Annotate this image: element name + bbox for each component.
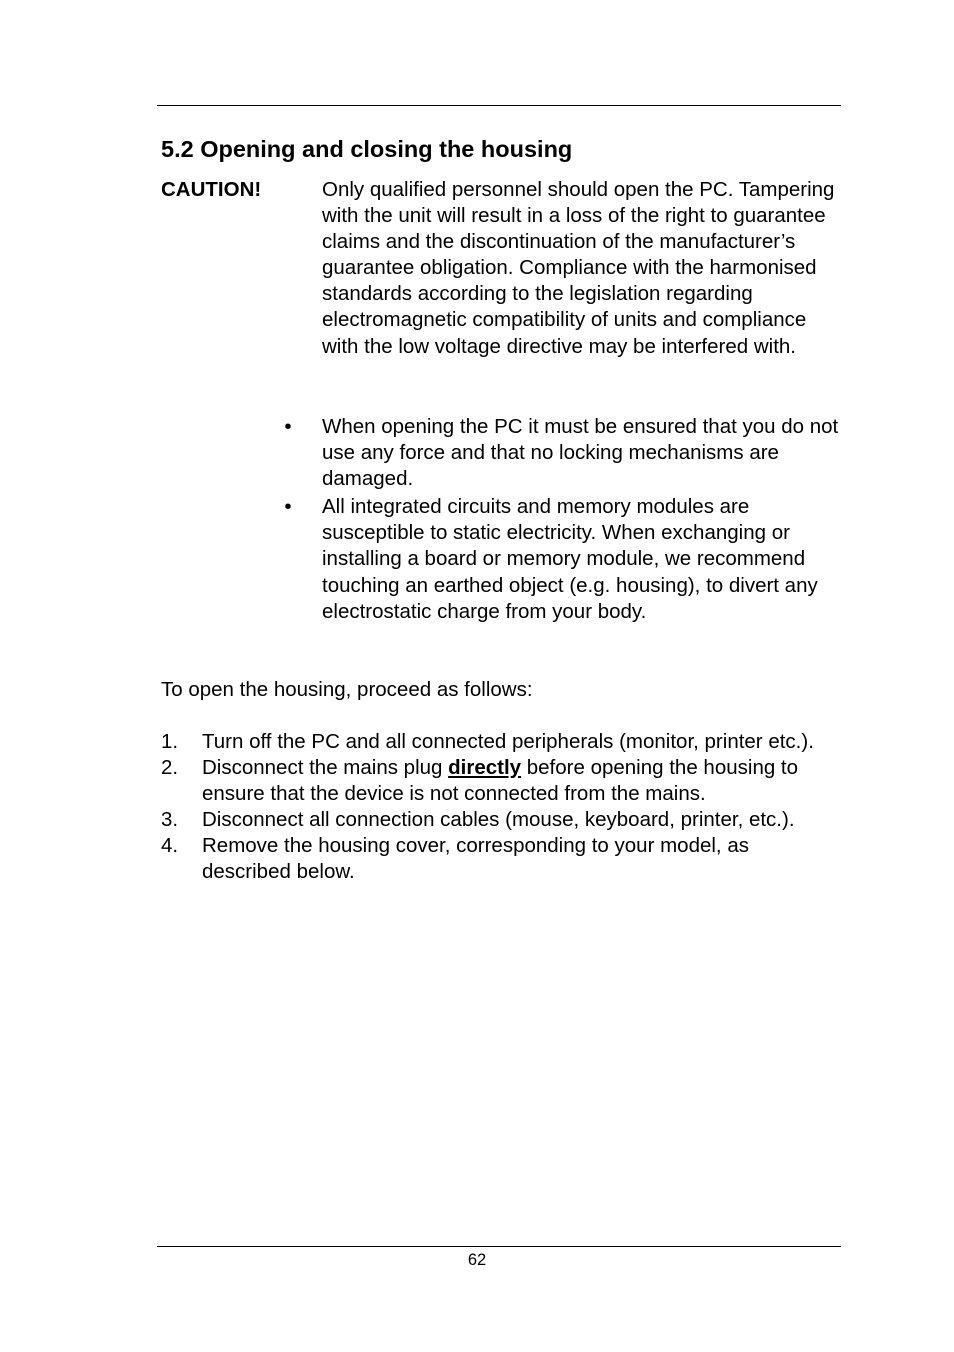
- list-item: [161, 755, 841, 807]
- caution-label: CAUTION!: [161, 178, 262, 201]
- step-text: Disconnect all connection cables (mouse, keyboard, printer, etc.).: [202, 808, 795, 832]
- list-item: [161, 729, 841, 755]
- procedure-steps: [161, 729, 841, 886]
- section-heading: 5.2 Opening and closing the housing: [161, 136, 573, 162]
- step-number: 2.: [161, 756, 179, 780]
- caution-bullet-list: [284, 414, 842, 627]
- bullet-icon: •: [284, 495, 292, 519]
- step-number: 1.: [161, 730, 179, 753]
- step-emphasis: directly: [448, 756, 522, 780]
- list-item: [161, 807, 841, 833]
- page-number: 62: [467, 1251, 487, 1269]
- list-item: [284, 494, 842, 624]
- step-number: 4.: [161, 834, 179, 858]
- bullet-icon: •: [284, 415, 292, 438]
- step-text-after: before opening the housing to ensure that the device is not connected from the mains.: [202, 756, 799, 806]
- step-text-before: Disconnect the mains plug: [202, 756, 449, 780]
- caution-text: Only qualified personnel should open the PC. Tampering with the unit will result in a loss of the right to guarantee claims and the discontinuation of the manufacturer’s guarantee obligation. Compliance with the harmonised standards according to the legislation regarding electromagnetic compatibility of units and compliance with the low voltage directive may be interfered with.: [322, 178, 835, 358]
- procedure-intro: To open the housing, proceed as follows:: [161, 678, 533, 701]
- bullet-text: When opening the PC it must be ensured that you do not use any force and that no locking mechanisms are damaged.: [322, 415, 839, 491]
- step-number: 3.: [161, 808, 179, 832]
- header-rule: [157, 105, 841, 106]
- step-text: Turn off the PC and all connected peripherals (monitor, printer etc.).: [202, 730, 814, 753]
- footer-rule: [157, 1246, 841, 1247]
- bullet-text: All integrated circuits and memory modules are susceptible to static electricity. When exchanging or installing a board or memory module, we recommend touching an earthed object (e.g. housing), to divert any electrostatic charge from your body.: [322, 495, 818, 623]
- list-item: [161, 833, 841, 885]
- step-text: Remove the housing cover, corresponding to your model, as described below.: [202, 834, 749, 884]
- list-item: [284, 414, 842, 492]
